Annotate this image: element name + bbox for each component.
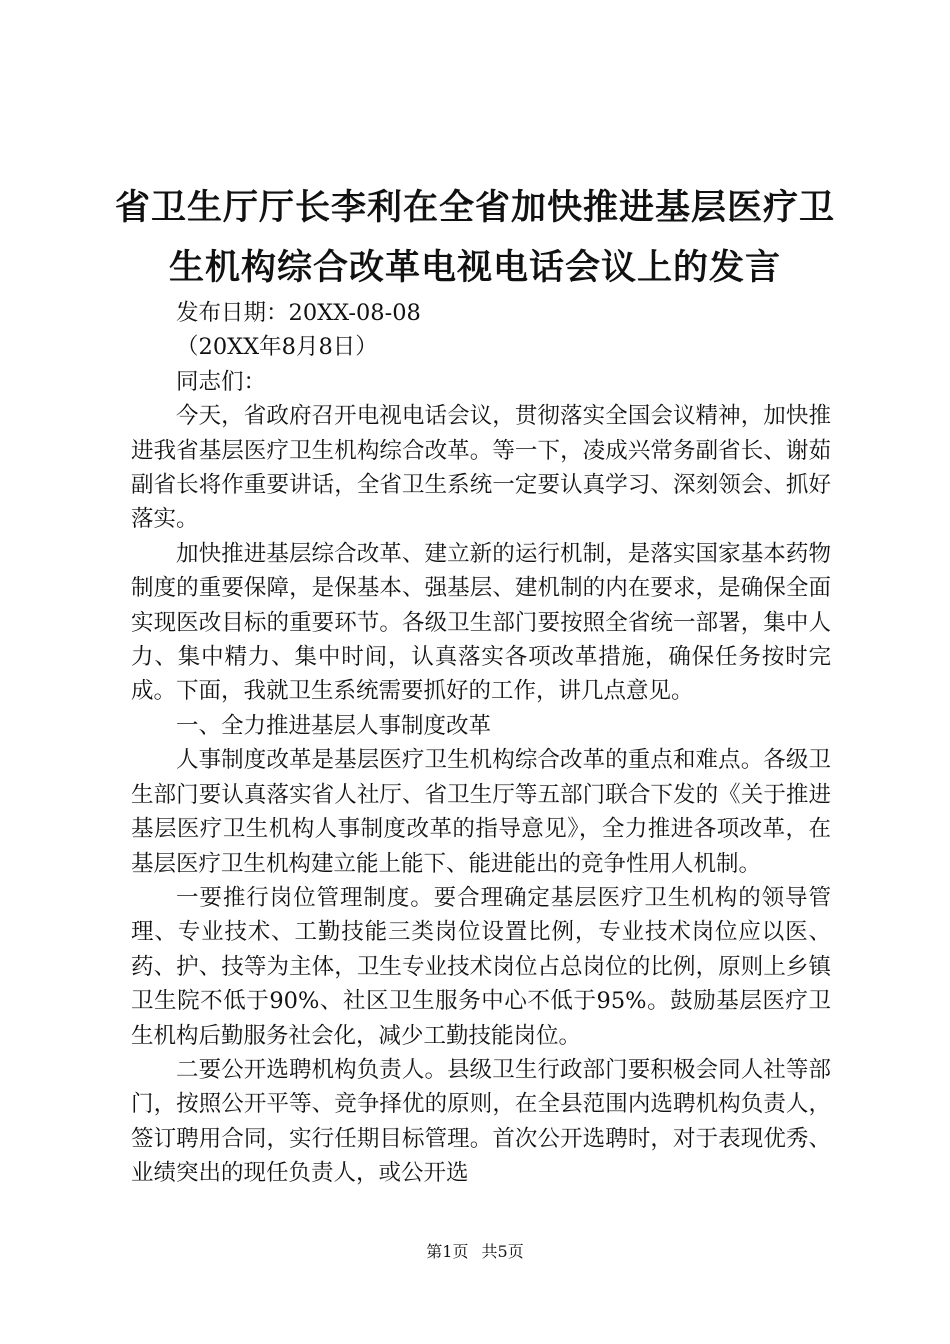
title-line-1: 省卫生厅厅长李利在全省加快推进基层医疗卫: [114, 187, 835, 228]
page-total: 共5页: [481, 1242, 524, 1261]
page-footer: [0, 1242, 950, 1262]
paragraph-5: 二要公开选聘机构负责人。县级卫生行政部门要积极会同人社等部门，按照公开平等、竞争择优的原则，在全县范围内选聘机构负责人，签订聘用合同，实行任期目标管理。首次公开选聘时，对于表现优秀、业绩突出的现任负责人，或公开选: [131, 1056, 831, 1187]
section-heading-1: 一、全力推进基层人事制度改革: [176, 712, 492, 739]
paragraph-2: 加快推进基层综合改革、建立新的运行机制，是落实国家基本药物制度的重要保障，是保基本、强基层、建机制的内在要求，是确保全面实现医改目标的重要环节。各级卫生部门要按照全省统一部署，集中人力、集中精力、集中时间，认真落实各项改革措施，确保任务按时完成。下面，我就卫生系统需要抓好的工作，讲几点意见。: [131, 540, 831, 705]
page-number: 第1页: [426, 1242, 469, 1261]
document-body: [131, 296, 831, 1191]
paragraph-3: 人事制度改革是基层医疗卫生机构综合改革的重点和难点。各级卫生部门要认真落实省人社厅、省卫生厅等五部门联合下发的《关于推进基层医疗卫生机构人事制度改革的指导意见》，全力推进各项改革，在基层医疗卫生机构建立能上能下、能进能出的竞争性用人机制。: [131, 747, 831, 877]
salutation: 同志们：: [176, 368, 267, 395]
paragraph-1: 今天，省政府召开电视电话会议，贯彻落实全国会议精神，加快推进我省基层医疗卫生机构综合改革。等一下，凌成兴常务副省长、谢茹副省长将作重要讲话，全省卫生系统一定要认真学习、深刻领会、抓好落实。: [131, 403, 831, 533]
title-line-2: 生机构综合改革电视电话会议上的发言: [168, 247, 781, 288]
date-paren: （20XX年8月8日）: [176, 334, 378, 361]
document-title: [0, 178, 950, 298]
paragraph-4: 一要推行岗位管理制度。要合理确定基层医疗卫生机构的领导管理、专业技术、工勤技能三类岗位设置比例，专业技术岗位应以医、药、护、技等为主体，卫生专业技术岗位占总岗位的比例，原则上乡镇卫生院不低于90%、社区卫生服务中心不低于95%。鼓励基层医疗卫生机构后勤服务社会化，减少工勤技能岗位。: [131, 884, 831, 1049]
publish-date: 发布日期：20XX-08-08: [176, 300, 421, 326]
